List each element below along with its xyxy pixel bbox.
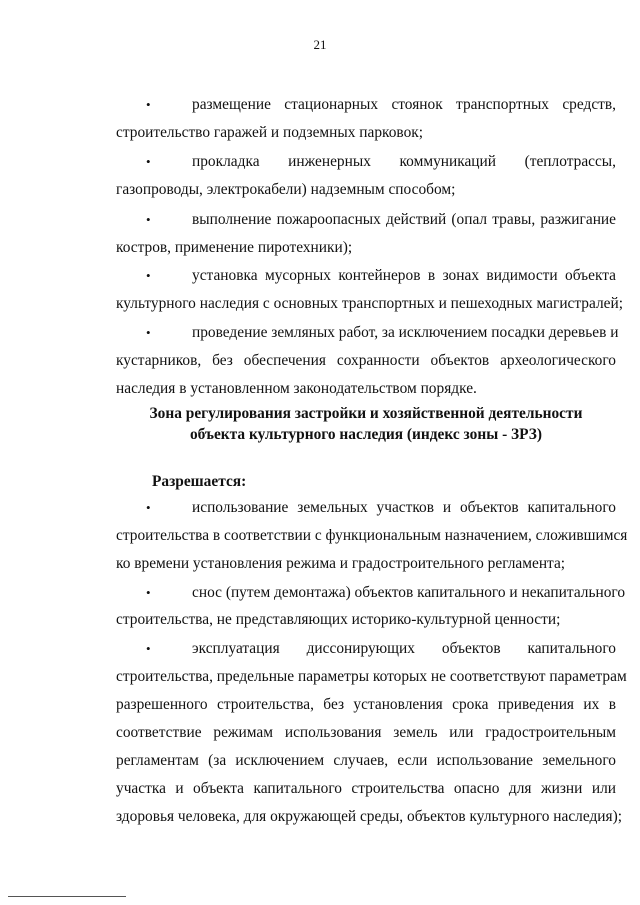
list-item-line: ко времени установления режима и градостроительного регламента; (116, 555, 566, 572)
list-item-line: культурного наследия с основных транспортных и пешеходных магистралей; (116, 295, 623, 312)
subsection-title: Разрешается: (152, 473, 247, 490)
list-item-line: проведение земляных работ, за исключением посадки деревьев и (192, 324, 619, 341)
list-item-line: здоровья человека, для окружающей среды, объектов культурного наследия); (116, 808, 623, 825)
list-item-line: эксплуатация диссонирующих объектов капитального (192, 640, 616, 657)
list-item-line: наследия в установленном законодательством порядке. (116, 380, 477, 397)
list-item-line: размещение стационарных стоянок транспортных средств, (192, 96, 616, 113)
list-item-line: снос (путем демонтажа) объектов капитального и некапитального (192, 584, 626, 601)
list-item-line: регламентам (за исключением случаев, если использование земельного (116, 752, 616, 769)
list-item-line: газопроводы, электрокабели) надземным способом; (116, 181, 456, 198)
bullet-icon: • (146, 641, 151, 656)
page-number: 21 (313, 37, 327, 52)
bullet-icon: • (146, 500, 151, 515)
list-item-line: выполнение пожароопасных действий (опал травы, разжигание (192, 211, 616, 228)
list-item-line: установка мусорных контейнеров в зонах видимости объекта (192, 267, 616, 284)
bullet-icon: • (146, 585, 151, 600)
list-item-line: использование земельных участков и объектов капитального (192, 499, 616, 516)
list-item-line: разрешенного строительства, без установления срока приведения их в (116, 696, 616, 713)
footer-rule (8, 896, 126, 897)
list-item-line: строительства, предельные параметры которых не соответствуют параметрам (116, 668, 627, 685)
section-heading: объекта культурного наследия (индекс зоны - ЗРЗ) (189, 426, 543, 443)
bullet-icon: • (146, 154, 151, 169)
list-item-line: костров, применение пиротехники); (116, 239, 353, 256)
list-item-line: соответствие режимам использования земель или градостроительным (116, 724, 616, 741)
section-heading: Зона регулирования застройки и хозяйственной деятельности (149, 405, 583, 422)
list-item-line: кустарников, без обеспечения сохранности объектов археологического (116, 352, 616, 369)
list-item-line: прокладка инженерных коммуникаций (теплотрассы, (192, 153, 616, 170)
bullet-icon: • (146, 325, 151, 340)
list-item-line: строительства в соответствии с функциональным назначением, сложившимся (116, 527, 628, 544)
bullet-icon: • (146, 268, 151, 283)
bullet-icon: • (146, 212, 151, 227)
list-item-line: строительство гаражей и подземных парковок; (116, 124, 424, 141)
list-item-line: строительства, не представляющих историко-культурной ценности; (116, 611, 561, 628)
bullet-icon: • (146, 97, 151, 112)
list-item-line: участка и объекта капитального строительства опасно для жизни или (116, 780, 616, 797)
